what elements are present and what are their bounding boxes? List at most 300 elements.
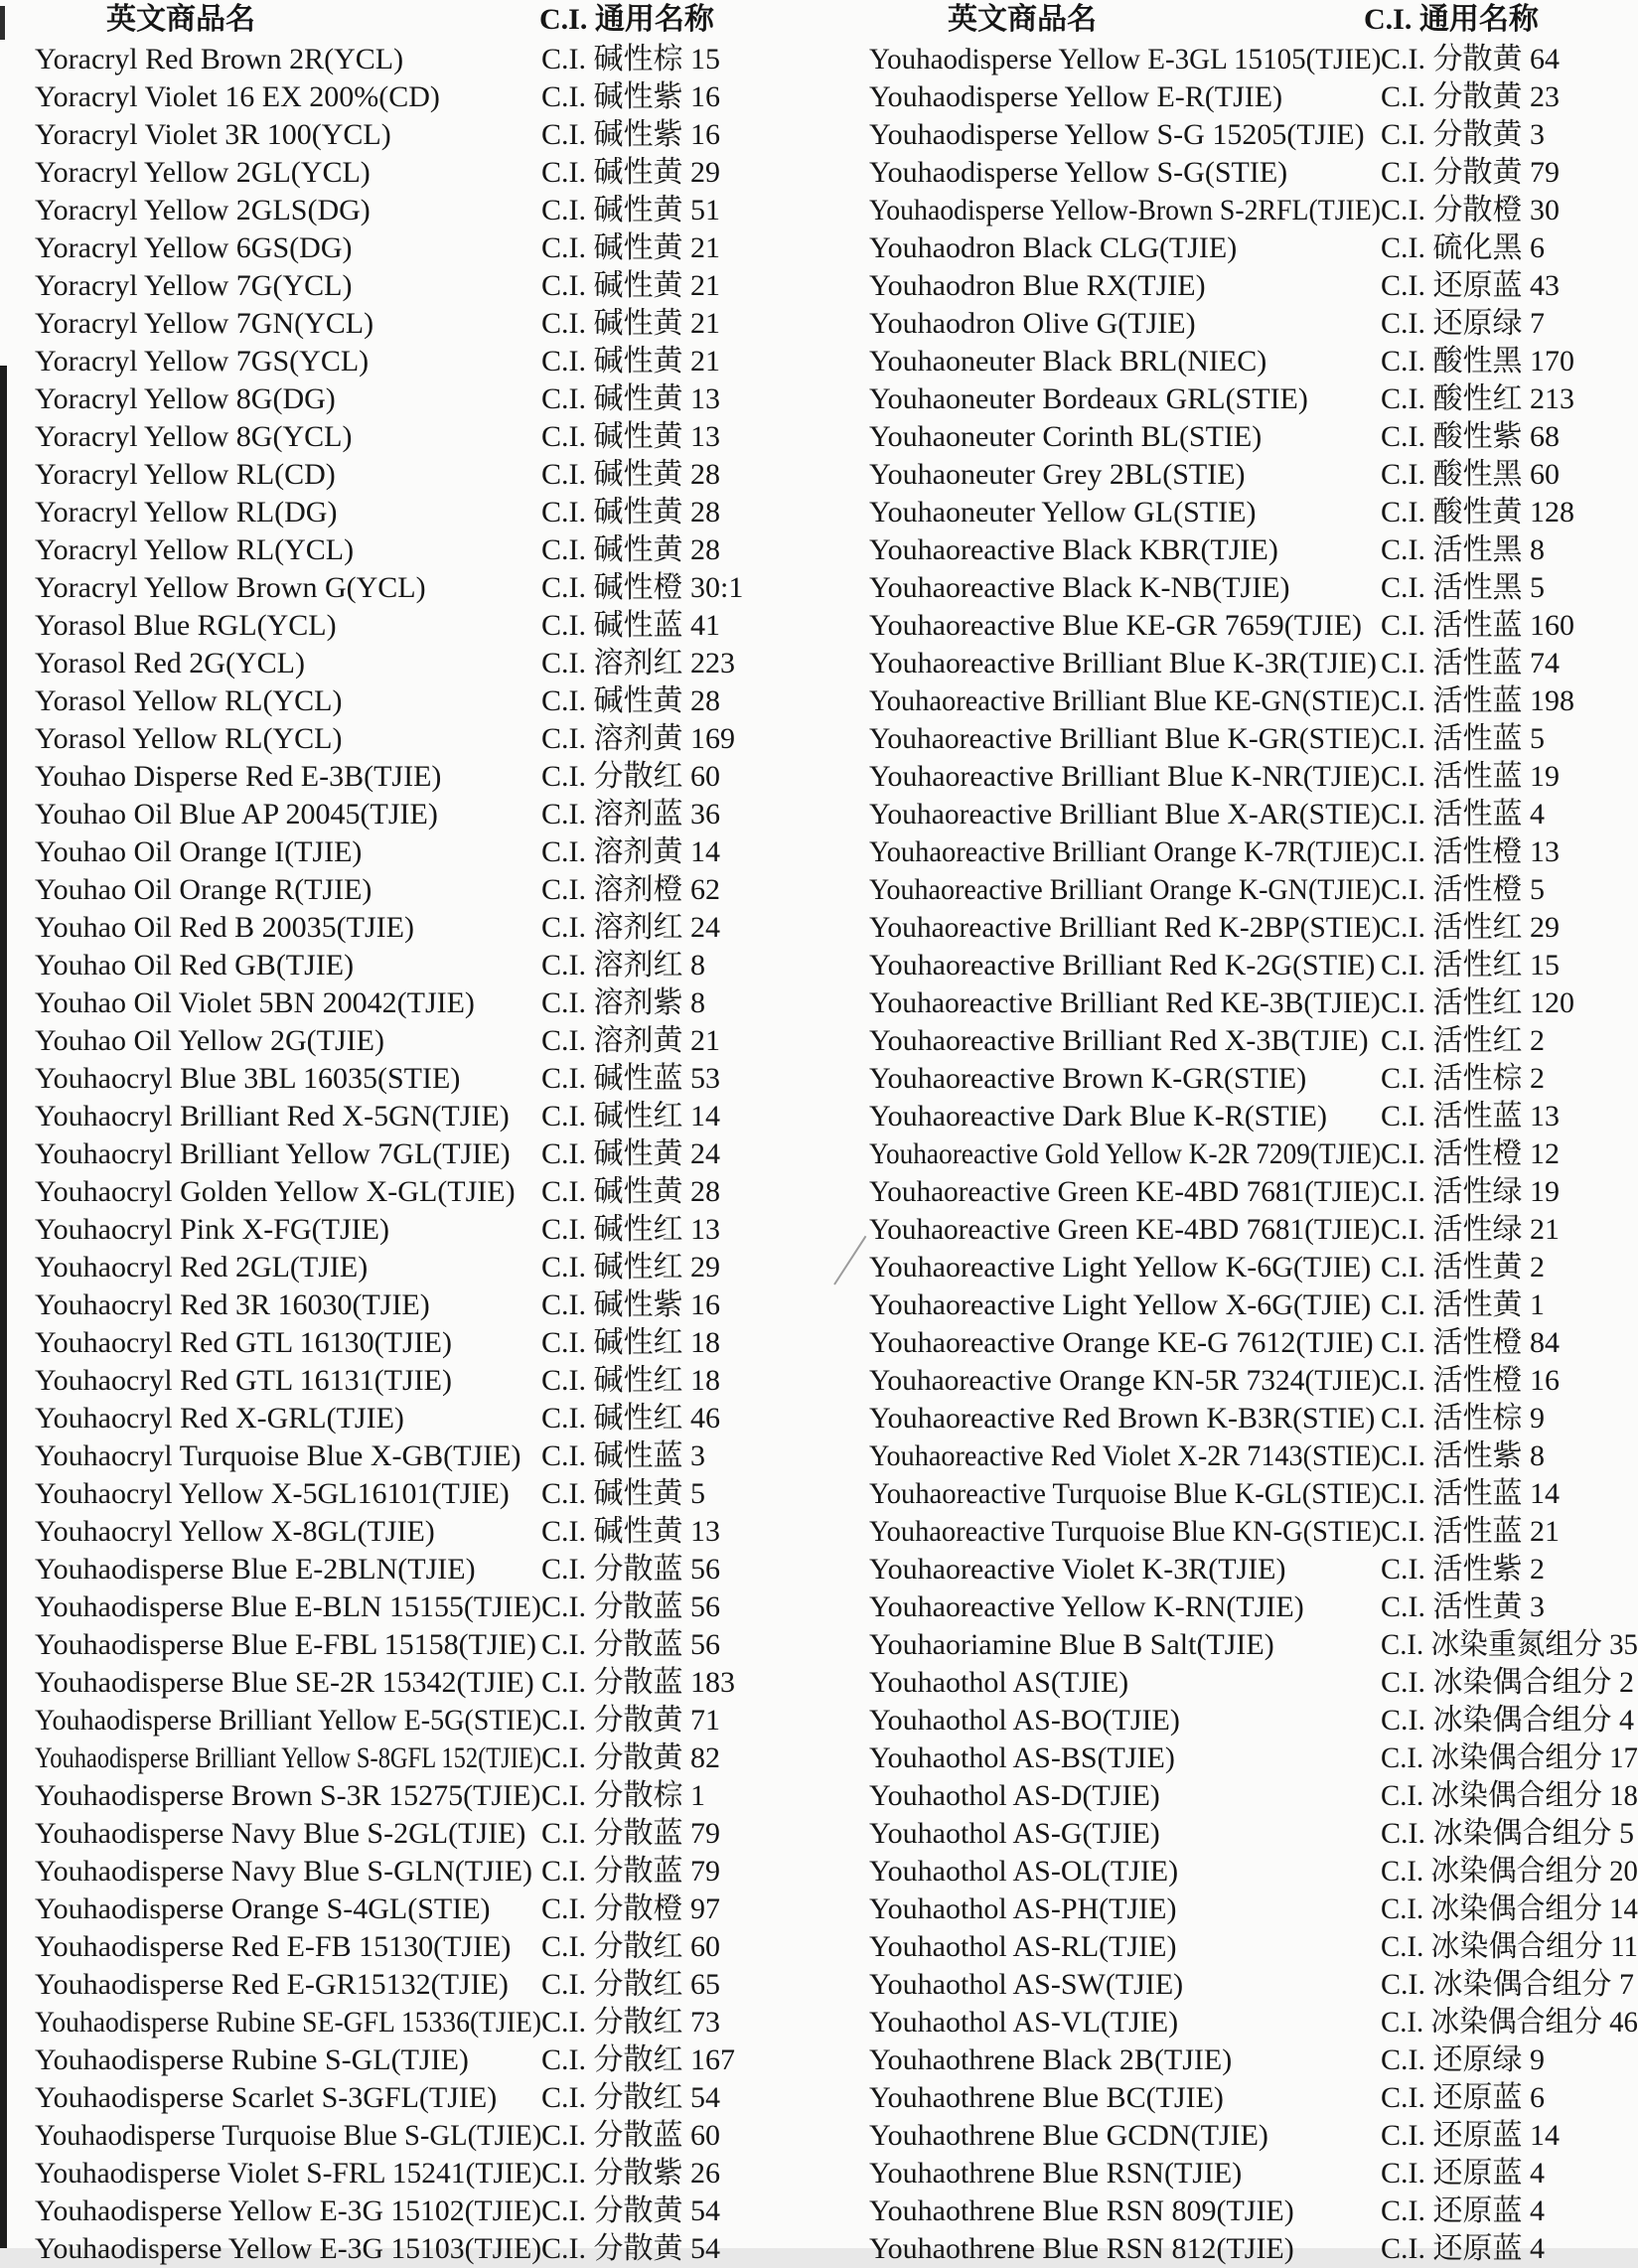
product-name-en: Youhaodisperse Yellow E-R(TJIE) bbox=[869, 80, 1283, 113]
ci-generic-name: C.I. 溶剂黄 14 bbox=[541, 835, 720, 868]
table-row bbox=[35, 1966, 819, 2004]
table-row bbox=[35, 2117, 819, 2155]
product-name-en: Youhao Oil Orange R(TJIE) bbox=[35, 873, 372, 906]
product-name-en: Yorasol Blue RGL(YCL) bbox=[35, 609, 337, 642]
ci-generic-name: C.I. 酸性黄 128 bbox=[1381, 496, 1574, 529]
product-name-en: Youhaocryl Turquoise Blue X-GB(TJIE) bbox=[35, 1439, 521, 1472]
product-name-en: Youhaothrene Blue GCDN(TJIE) bbox=[869, 2119, 1268, 2152]
ci-generic-name: C.I. 分散黄 79 bbox=[1381, 156, 1560, 189]
ci-generic-name: C.I. 碱性黄 21 bbox=[541, 231, 720, 264]
table-row bbox=[869, 192, 1638, 229]
table-row bbox=[35, 456, 819, 494]
product-name-en: Youhaothrene Blue BC(TJIE) bbox=[869, 2081, 1224, 2114]
ci-generic-name: C.I. 分散蓝 60 bbox=[541, 2119, 720, 2152]
ci-generic-name: C.I. 分散蓝 79 bbox=[541, 1855, 720, 1888]
product-name-en: Yoracryl Yellow 2GLS(DG) bbox=[35, 194, 371, 227]
ci-generic-name: C.I. 活性蓝 19 bbox=[1381, 760, 1560, 793]
ci-generic-name: C.I. 溶剂橙 62 bbox=[541, 873, 720, 906]
product-name-en: Youhaothol AS-BO(TJIE) bbox=[869, 1704, 1180, 1737]
product-name-en: Youhaothol AS-G(TJIE) bbox=[869, 1817, 1160, 1850]
product-name-en: Youhaoneuter Corinth BL(STIE) bbox=[869, 420, 1263, 453]
table-row bbox=[869, 1702, 1638, 1739]
product-name-en: Youhaothol AS-BS(TJIE) bbox=[869, 1741, 1175, 1774]
product-name-en: Youhaoreactive Brilliant Blue X-AR(STIE) bbox=[869, 798, 1381, 831]
ci-generic-name: C.I. 分散蓝 56 bbox=[541, 1628, 720, 1661]
ci-generic-name: C.I. 碱性黄 13 bbox=[541, 1515, 720, 1548]
table-row bbox=[869, 229, 1638, 267]
ci-generic-name: C.I. 冰染偶合组分 5 bbox=[1381, 1817, 1634, 1850]
column-header-english-trade-name: 英文商品名 bbox=[106, 3, 255, 36]
product-name-en: Youhao Disperse Red E-3B(TJIE) bbox=[35, 760, 442, 793]
table-row bbox=[869, 456, 1638, 494]
table-row bbox=[869, 1286, 1638, 1324]
table-row bbox=[35, 41, 819, 78]
ci-generic-name: C.I. 活性蓝 5 bbox=[1381, 722, 1545, 755]
product-name-en: Yoracryl Yellow 6GS(DG) bbox=[35, 231, 353, 264]
ci-generic-name: C.I. 碱性紫 16 bbox=[541, 1288, 720, 1321]
product-name-en: Youhaocryl Red GTL 16131(TJIE) bbox=[35, 1364, 452, 1397]
ci-generic-name: C.I. 硫化黑 6 bbox=[1381, 231, 1545, 264]
table-row bbox=[35, 2004, 819, 2041]
column-header-ci-generic-name: C.I. 通用名称 bbox=[539, 3, 714, 36]
table-row bbox=[869, 607, 1638, 645]
ci-generic-name: C.I. 碱性棕 15 bbox=[541, 43, 720, 76]
product-name-en: Yoracryl Violet 16 EX 200%(CD) bbox=[35, 80, 440, 113]
product-name-en: Youhaoreactive Brilliant Blue K-3R(TJIE) bbox=[869, 647, 1378, 680]
table-row bbox=[869, 494, 1638, 531]
table-row bbox=[35, 607, 819, 645]
ci-generic-name: C.I. 溶剂红 8 bbox=[541, 949, 705, 982]
ci-generic-name: C.I. 还原蓝 4 bbox=[1381, 2157, 1545, 2190]
table-row bbox=[869, 380, 1638, 418]
product-name-en: Youhaodisperse Violet S-FRL 15241(TJIE) bbox=[35, 2157, 542, 2190]
ci-generic-name: C.I. 活性蓝 21 bbox=[1381, 1515, 1560, 1548]
table-row bbox=[35, 1400, 819, 1437]
ci-generic-name: C.I. 碱性黄 13 bbox=[541, 420, 720, 453]
product-name-en: Youhaodisperse Rubine SE-GFL 15336(TJIE) bbox=[35, 2006, 542, 2039]
ci-generic-name: C.I. 碱性黄 21 bbox=[541, 307, 720, 340]
ci-generic-name: C.I. 活性蓝 13 bbox=[1381, 1100, 1560, 1133]
ci-generic-name: C.I. 酸性黑 170 bbox=[1381, 345, 1574, 378]
table-row bbox=[869, 1966, 1638, 2004]
ci-generic-name: C.I. 溶剂蓝 36 bbox=[541, 798, 720, 831]
ci-generic-name: C.I. 碱性黄 28 bbox=[541, 684, 720, 717]
ci-generic-name: C.I. 活性绿 19 bbox=[1381, 1175, 1560, 1208]
table-row bbox=[869, 909, 1638, 947]
product-name-en: Youhaocryl Yellow X-5GL16101(TJIE) bbox=[35, 1477, 510, 1510]
table-row bbox=[869, 1437, 1638, 1475]
product-name-en: Youhaothol AS-SW(TJIE) bbox=[869, 1968, 1184, 2001]
product-name-en: Youhao Oil Blue AP 20045(TJIE) bbox=[35, 798, 438, 831]
product-name-en: Youhaothol AS-RL(TJIE) bbox=[869, 1930, 1177, 1963]
product-name-en: Youhaodisperse Navy Blue S-GLN(TJIE) bbox=[35, 1855, 533, 1888]
ci-generic-name: C.I. 活性橙 84 bbox=[1381, 1326, 1560, 1359]
product-name-en: Yoracryl Red Brown 2R(YCL) bbox=[35, 43, 404, 76]
table-row bbox=[35, 2079, 819, 2117]
table-row bbox=[869, 2004, 1638, 2041]
ci-generic-name: C.I. 溶剂黄 169 bbox=[541, 722, 735, 755]
table-row bbox=[869, 796, 1638, 833]
product-name-en: Youhaodisperse Orange S-4GL(STIE) bbox=[35, 1892, 491, 1925]
table-row bbox=[869, 531, 1638, 569]
ci-generic-name: C.I. 还原蓝 14 bbox=[1381, 2119, 1560, 2152]
product-name-en: Yoracryl Violet 3R 100(YCL) bbox=[35, 118, 391, 151]
table-row bbox=[35, 1211, 819, 1249]
product-name-en: Yoracryl Yellow RL(CD) bbox=[35, 458, 336, 491]
scan-edge-artifact bbox=[0, 6, 5, 40]
product-name-en: Youhaoreactive Brilliant Blue KE-GN(STIE) bbox=[869, 684, 1381, 717]
table-row bbox=[35, 645, 819, 682]
ci-generic-name: C.I. 分散橙 30 bbox=[1381, 194, 1560, 227]
table-row bbox=[869, 1022, 1638, 1060]
product-name-en: Youhao Oil Red B 20035(TJIE) bbox=[35, 911, 414, 944]
product-name-en: Youhaodisperse Brilliant Yellow E-5G(STIE) bbox=[35, 1704, 542, 1737]
ci-generic-name: C.I. 活性绿 21 bbox=[1381, 1213, 1560, 1246]
table-row bbox=[869, 1324, 1638, 1362]
ci-generic-name: C.I. 分散蓝 183 bbox=[541, 1666, 735, 1699]
ci-generic-name: C.I. 冰染偶合组分 2 bbox=[1381, 1666, 1634, 1699]
product-name-en: Youhaoreactive Brown K-GR(STIE) bbox=[869, 1062, 1307, 1095]
product-name-en: Youhaodisperse Red E-GR15132(TJIE) bbox=[35, 1968, 509, 2001]
table-row bbox=[869, 1551, 1638, 1588]
table-row bbox=[869, 1890, 1638, 1928]
ci-generic-name: C.I. 碱性蓝 41 bbox=[541, 609, 720, 642]
ci-generic-name: C.I. 溶剂红 223 bbox=[541, 647, 735, 680]
ci-generic-name: C.I. 碱性红 13 bbox=[541, 1213, 720, 1246]
product-name-en: Youhaodisperse Blue E-BLN 15155(TJIE) bbox=[35, 1590, 542, 1623]
product-name-en: Youhaocryl Red 3R 16030(TJIE) bbox=[35, 1288, 430, 1321]
product-name-en: Youhaothrene Black 2B(TJIE) bbox=[869, 2043, 1233, 2076]
product-name-en: Yoracryl Yellow 7GN(YCL) bbox=[35, 307, 374, 340]
ci-generic-name: C.I. 碱性红 29 bbox=[541, 1251, 720, 1284]
ci-generic-name: C.I. 冰染偶合组分 46 bbox=[1381, 2006, 1638, 2039]
ci-generic-name: C.I. 分散橙 97 bbox=[541, 1892, 720, 1925]
product-name-en: Youhaodisperse Yellow S-G(STIE) bbox=[869, 156, 1288, 189]
ci-generic-name: C.I. 冰染偶合组分 11 bbox=[1381, 1930, 1638, 1963]
ci-generic-name: C.I. 活性黑 5 bbox=[1381, 571, 1545, 604]
product-name-en: Youhaoreactive Red Violet X-2R 7143(STIE) bbox=[869, 1439, 1381, 1472]
table-row bbox=[869, 569, 1638, 607]
table-row bbox=[35, 833, 819, 871]
product-name-en: Youhaodisperse Scarlet S-3GFL(TJIE) bbox=[35, 2081, 498, 2114]
table-row bbox=[35, 1135, 819, 1173]
ci-generic-name: C.I. 活性黄 1 bbox=[1381, 1288, 1545, 1321]
ci-generic-name: C.I. 碱性黄 28 bbox=[541, 458, 720, 491]
table-row bbox=[35, 418, 819, 456]
table-row bbox=[869, 41, 1638, 78]
table-row bbox=[869, 1626, 1638, 1664]
product-name-en: Youhaocryl Blue 3BL 16035(STIE) bbox=[35, 1062, 461, 1095]
table-row bbox=[35, 1475, 819, 1513]
product-name-en: Youhaoreactive Brilliant Blue K-GR(STIE) bbox=[869, 722, 1381, 755]
table-row bbox=[869, 720, 1638, 758]
table-row bbox=[35, 1739, 819, 1777]
ci-generic-name: C.I. 分散紫 26 bbox=[541, 2157, 720, 2190]
ci-generic-name: C.I. 活性蓝 74 bbox=[1381, 647, 1560, 680]
table-row bbox=[35, 494, 819, 531]
table-row bbox=[35, 1060, 819, 1098]
product-name-en: Youhaoreactive Orange KN-5R 7324(TJIE) bbox=[869, 1364, 1382, 1397]
ci-generic-name: C.I. 碱性黄 28 bbox=[541, 1175, 720, 1208]
column-header-english-trade-name: 英文商品名 bbox=[948, 3, 1097, 36]
ci-generic-name: C.I. 分散棕 1 bbox=[541, 1779, 705, 1812]
table-row bbox=[35, 380, 819, 418]
table-row bbox=[869, 645, 1638, 682]
table-row bbox=[869, 1777, 1638, 1815]
ci-generic-name: C.I. 冰染偶合组分 20 bbox=[1381, 1855, 1638, 1888]
table-row bbox=[869, 116, 1638, 154]
product-name-en: Youhaodisperse Blue E-FBL 15158(TJIE) bbox=[35, 1628, 536, 1661]
table-row bbox=[869, 1249, 1638, 1286]
ci-generic-name: C.I. 冰染偶合组分 17 bbox=[1381, 1741, 1638, 1774]
ci-generic-name: C.I. 分散黄 23 bbox=[1381, 80, 1560, 113]
table-row bbox=[869, 1400, 1638, 1437]
ci-generic-name: C.I. 活性橙 13 bbox=[1381, 835, 1560, 868]
ci-generic-name: C.I. 还原蓝 4 bbox=[1381, 2232, 1545, 2265]
table-body bbox=[35, 41, 819, 2268]
ci-generic-name: C.I. 活性蓝 14 bbox=[1381, 1477, 1560, 1510]
product-name-en: Youhaothol AS-VL(TJIE) bbox=[869, 2006, 1179, 2039]
product-name-en: Youhao Oil Red GB(TJIE) bbox=[35, 949, 355, 982]
product-name-en: Youhaoneuter Yellow GL(STIE) bbox=[869, 496, 1257, 529]
ci-generic-name: C.I. 活性红 15 bbox=[1381, 949, 1560, 982]
table-row bbox=[869, 1475, 1638, 1513]
table-row bbox=[869, 1853, 1638, 1890]
table-row bbox=[35, 1626, 819, 1664]
product-name-en: Youhaoneuter Grey 2BL(STIE) bbox=[869, 458, 1246, 491]
product-name-en: Youhaocryl Pink X-FG(TJIE) bbox=[35, 1213, 389, 1246]
product-name-en: Youhaoreactive Turquoise Blue K-GL(STIE) bbox=[869, 1477, 1382, 1510]
ci-generic-name: C.I. 活性红 2 bbox=[1381, 1024, 1545, 1057]
ci-generic-name: C.I. 分散黄 64 bbox=[1381, 43, 1560, 76]
product-name-en: Youhaodisperse Yellow S-G 15205(TJIE) bbox=[869, 118, 1365, 151]
table-row bbox=[35, 1098, 819, 1135]
product-name-en: Youhao Oil Violet 5BN 20042(TJIE) bbox=[35, 986, 475, 1019]
table-row bbox=[869, 984, 1638, 1022]
ci-generic-name: C.I. 碱性黄 21 bbox=[541, 345, 720, 378]
ci-generic-name: C.I. 碱性橙 30:1 bbox=[541, 571, 744, 604]
table-row bbox=[869, 305, 1638, 343]
table-row bbox=[35, 2155, 819, 2192]
ci-generic-name: C.I. 碱性蓝 3 bbox=[541, 1439, 705, 1472]
product-name-en: Youhaoreactive Brilliant Blue K-NR(TJIE) bbox=[869, 760, 1381, 793]
table-row bbox=[869, 418, 1638, 456]
product-name-en: Youhaocryl Brilliant Red X-5GN(TJIE) bbox=[35, 1100, 510, 1133]
table-row bbox=[35, 1324, 819, 1362]
product-name-en: Youhaodisperse Brown S-3R 15275(TJIE) bbox=[35, 1779, 541, 1812]
product-name-en: Youhaoreactive Dark Blue K-R(STIE) bbox=[869, 1100, 1328, 1133]
table-row bbox=[35, 947, 819, 984]
product-name-en: Youhaoreactive Gold Yellow K-2R 7209(TJIE) bbox=[869, 1137, 1382, 1170]
ci-generic-name: C.I. 分散黄 82 bbox=[541, 1741, 720, 1774]
table-row bbox=[35, 1702, 819, 1739]
ci-generic-name: C.I. 溶剂红 24 bbox=[541, 911, 720, 944]
product-name-en: Yoracryl Yellow 2GL(YCL) bbox=[35, 156, 371, 189]
product-name-en: Youhaodisperse Yellow E-3G 15103(TJIE) bbox=[35, 2232, 542, 2265]
table-row bbox=[35, 267, 819, 305]
product-name-en: Youhaothol AS(TJIE) bbox=[869, 1666, 1129, 1699]
table-row bbox=[35, 1437, 819, 1475]
product-name-en: Youhaothrene Blue RSN 812(TJIE) bbox=[869, 2232, 1294, 2265]
ci-generic-name: C.I. 分散黄 3 bbox=[1381, 118, 1545, 151]
table-row bbox=[35, 2041, 819, 2079]
table-row bbox=[35, 1022, 819, 1060]
ci-generic-name: C.I. 碱性黄 5 bbox=[541, 1477, 705, 1510]
product-name-en: Youhaothol AS-PH(TJIE) bbox=[869, 1892, 1177, 1925]
table-row bbox=[869, 1815, 1638, 1853]
ci-generic-name: C.I. 碱性黄 21 bbox=[541, 269, 720, 302]
table-row bbox=[869, 947, 1638, 984]
product-name-en: Youhaocryl Red X-GRL(TJIE) bbox=[35, 1402, 404, 1435]
ci-generic-name: C.I. 活性紫 2 bbox=[1381, 1553, 1545, 1586]
product-name-en: Youhaoreactive Green KE-4BD 7681(TJIE) bbox=[869, 1213, 1381, 1246]
table-row bbox=[35, 1815, 819, 1853]
table-row bbox=[869, 758, 1638, 796]
ci-generic-name: C.I. 分散红 60 bbox=[541, 1930, 720, 1963]
product-name-en: Youhaoriamine Blue B Salt(TJIE) bbox=[869, 1628, 1274, 1661]
table-row bbox=[35, 78, 819, 116]
dye-table-right bbox=[869, 0, 1638, 2265]
ci-generic-name: C.I. 冰染偶合组分 14 bbox=[1381, 1892, 1638, 1925]
product-name-en: Youhaoreactive Violet K-3R(TJIE) bbox=[869, 1553, 1286, 1586]
table-row bbox=[35, 116, 819, 154]
table-row bbox=[35, 1928, 819, 1966]
table-row bbox=[35, 229, 819, 267]
ci-generic-name: C.I. 还原蓝 6 bbox=[1381, 2081, 1545, 2114]
table-row bbox=[869, 1135, 1638, 1173]
ci-generic-name: C.I. 碱性黄 28 bbox=[541, 496, 720, 529]
ci-generic-name: C.I. 碱性黄 28 bbox=[541, 533, 720, 566]
product-name-en: Youhaoreactive Blue KE-GR 7659(TJIE) bbox=[869, 609, 1363, 642]
table-row bbox=[869, 1098, 1638, 1135]
table-row bbox=[869, 2192, 1638, 2230]
table-row bbox=[35, 154, 819, 192]
ci-generic-name: C.I. 活性黑 8 bbox=[1381, 533, 1545, 566]
product-name-en: Youhaodisperse Blue SE-2R 15342(TJIE) bbox=[35, 1666, 534, 1699]
ci-generic-name: C.I. 冰染重氮组分 35 bbox=[1381, 1628, 1638, 1661]
product-name-en: Yoracryl Yellow 8G(DG) bbox=[35, 382, 336, 415]
ci-generic-name: C.I. 活性红 120 bbox=[1381, 986, 1574, 1019]
ci-generic-name: C.I. 活性橙 5 bbox=[1381, 873, 1545, 906]
product-name-en: Youhaoreactive Brilliant Orange K-GN(TJIE) bbox=[869, 873, 1382, 906]
product-name-en: Youhaothrene Blue RSN 809(TJIE) bbox=[869, 2194, 1294, 2227]
ci-generic-name: C.I. 分散红 60 bbox=[541, 760, 720, 793]
product-name-en: Yorasol Red 2G(YCL) bbox=[35, 647, 305, 680]
ci-generic-name: C.I. 碱性红 18 bbox=[541, 1326, 720, 1359]
ci-generic-name: C.I. 碱性紫 16 bbox=[541, 80, 720, 113]
ci-generic-name: C.I. 活性黄 3 bbox=[1381, 1590, 1545, 1623]
table-row bbox=[869, 871, 1638, 909]
product-name-en: Yoracryl Yellow RL(YCL) bbox=[35, 533, 355, 566]
table-row bbox=[869, 1211, 1638, 1249]
ci-generic-name: C.I. 碱性黄 29 bbox=[541, 156, 720, 189]
column-header-ci-generic-name: C.I. 通用名称 bbox=[1364, 3, 1539, 36]
table-row bbox=[869, 2079, 1638, 2117]
table-row bbox=[869, 682, 1638, 720]
table-row bbox=[35, 1664, 819, 1702]
ci-generic-name: C.I. 碱性紫 16 bbox=[541, 118, 720, 151]
table-row bbox=[869, 154, 1638, 192]
ci-generic-name: C.I. 活性蓝 4 bbox=[1381, 798, 1545, 831]
ci-generic-name: C.I. 活性红 29 bbox=[1381, 911, 1560, 944]
table-row bbox=[35, 1362, 819, 1400]
ci-generic-name: C.I. 碱性蓝 53 bbox=[541, 1062, 720, 1095]
ci-generic-name: C.I. 碱性红 18 bbox=[541, 1364, 720, 1397]
table-row bbox=[869, 2117, 1638, 2155]
ci-generic-name: C.I. 冰染偶合组分 4 bbox=[1381, 1704, 1634, 1737]
product-name-en: Youhaocryl Brilliant Yellow 7GL(TJIE) bbox=[35, 1137, 511, 1170]
product-name-en: Youhaocryl Red 2GL(TJIE) bbox=[35, 1251, 369, 1284]
product-name-en: Youhaodisperse Rubine S-GL(TJIE) bbox=[35, 2043, 469, 2076]
table-row bbox=[869, 1362, 1638, 1400]
table-row bbox=[869, 1928, 1638, 1966]
table-row bbox=[35, 1588, 819, 1626]
ci-generic-name: C.I. 分散红 73 bbox=[541, 2006, 720, 2039]
ci-generic-name: C.I. 酸性紫 68 bbox=[1381, 420, 1560, 453]
ci-generic-name: C.I. 活性橙 12 bbox=[1381, 1137, 1560, 1170]
ci-generic-name: C.I. 分散红 54 bbox=[541, 2081, 720, 2114]
product-name-en: Youhaodron Blue RX(TJIE) bbox=[869, 269, 1206, 302]
product-name-en: Youhao Oil Orange I(TJIE) bbox=[35, 835, 363, 868]
product-name-en: Youhaodisperse Yellow-Brown S-2RFL(TJIE) bbox=[869, 194, 1381, 227]
product-name-en: Youhaodisperse Turquoise Blue S-GL(TJIE) bbox=[35, 2119, 542, 2152]
scan-scratch-artifact bbox=[833, 1236, 866, 1285]
table-row bbox=[35, 871, 819, 909]
dye-table-left bbox=[35, 0, 819, 2265]
table-row bbox=[869, 1173, 1638, 1211]
scan-edge-artifact bbox=[0, 366, 7, 2248]
table-body bbox=[869, 41, 1638, 2268]
ci-generic-name: C.I. 活性棕 9 bbox=[1381, 1402, 1545, 1435]
product-name-en: Youhaothrene Blue RSN(TJIE) bbox=[869, 2157, 1243, 2190]
table-row bbox=[35, 909, 819, 947]
table-row bbox=[35, 531, 819, 569]
table-row bbox=[869, 78, 1638, 116]
table-row bbox=[35, 569, 819, 607]
ci-generic-name: C.I. 分散黄 71 bbox=[541, 1704, 720, 1737]
table-row bbox=[869, 2041, 1638, 2079]
product-name-en: Youhaoreactive Light Yellow X-6G(TJIE) bbox=[869, 1288, 1372, 1321]
table-row bbox=[869, 833, 1638, 871]
product-name-en: Youhaodisperse Navy Blue S-2GL(TJIE) bbox=[35, 1817, 526, 1850]
product-name-en: Youhaoreactive Black K-NB(TJIE) bbox=[869, 571, 1290, 604]
product-name-en: Yorasol Yellow RL(YCL) bbox=[35, 684, 343, 717]
table-row bbox=[35, 1286, 819, 1324]
product-name-en: Youhaodisperse Yellow E-3G 15102(TJIE) bbox=[35, 2194, 542, 2227]
ci-generic-name: C.I. 活性紫 8 bbox=[1381, 1439, 1545, 1472]
table-row bbox=[869, 2155, 1638, 2192]
product-name-en: Youhaoneuter Black BRL(NIEC) bbox=[869, 345, 1267, 378]
ci-generic-name: C.I. 活性蓝 198 bbox=[1381, 684, 1574, 717]
table-row bbox=[35, 1551, 819, 1588]
table-row bbox=[35, 720, 819, 758]
product-name-en: Youhaoreactive Green KE-4BD 7681(TJIE) bbox=[869, 1175, 1381, 1208]
product-name-en: Youhaodisperse Brilliant Yellow S-8GFL 152(TJIE) bbox=[35, 1741, 542, 1774]
product-name-en: Yoracryl Yellow 8G(YCL) bbox=[35, 420, 353, 453]
ci-generic-name: C.I. 分散蓝 56 bbox=[541, 1590, 720, 1623]
product-name-en: Youhaoreactive Black KBR(TJIE) bbox=[869, 533, 1278, 566]
product-name-en: Youhaodisperse Yellow E-3GL 15105(TJIE) bbox=[869, 43, 1382, 76]
ci-generic-name: C.I. 碱性红 46 bbox=[541, 1402, 720, 1435]
product-name-en: Youhaothol AS-D(TJIE) bbox=[869, 1779, 1160, 1812]
ci-generic-name: C.I. 酸性黑 60 bbox=[1381, 458, 1560, 491]
product-name-en: Youhaocryl Yellow X-8GL(TJIE) bbox=[35, 1515, 435, 1548]
ci-generic-name: C.I. 溶剂黄 21 bbox=[541, 1024, 720, 1057]
table-row bbox=[35, 192, 819, 229]
product-name-en: Youhaoreactive Brilliant Red X-3B(TJIE) bbox=[869, 1024, 1369, 1057]
table-row bbox=[869, 1664, 1638, 1702]
ci-generic-name: C.I. 分散黄 54 bbox=[541, 2194, 720, 2227]
